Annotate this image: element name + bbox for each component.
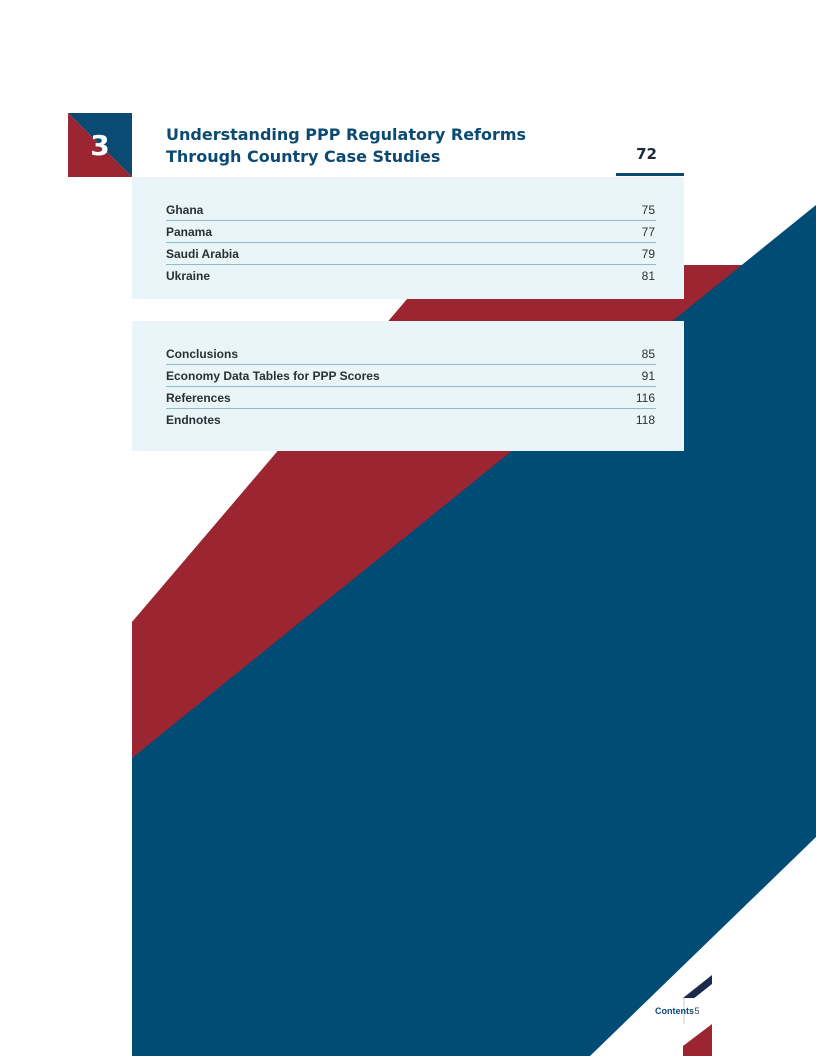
- toc-entry-label: Ukraine: [166, 268, 211, 283]
- toc-row[interactable]: [166, 199, 656, 221]
- toc-entry-label: Conclusions: [166, 346, 239, 361]
- toc-row[interactable]: [166, 265, 656, 286]
- case-studies-panel: [132, 177, 684, 299]
- chapter-page-number[interactable]: 72: [636, 145, 657, 163]
- toc-entry-page: 81: [641, 268, 655, 283]
- toc-entry-page: 79: [641, 246, 655, 261]
- toc-entry-page: 85: [641, 346, 655, 361]
- toc-entry-page: 75: [641, 202, 655, 217]
- chapter-number: 3: [90, 128, 110, 162]
- back-matter-list: [166, 343, 656, 430]
- toc-row[interactable]: [166, 243, 656, 265]
- chapter-page-underline: [616, 173, 684, 176]
- toc-row[interactable]: [166, 387, 656, 409]
- toc-entry-label: Ghana: [166, 202, 204, 217]
- toc-row[interactable]: [166, 221, 656, 243]
- chapter-title-line1: Understanding PPP Regulatory Reforms: [166, 125, 527, 144]
- toc-entry-label: References: [166, 390, 231, 405]
- toc-entry-page: 118: [635, 412, 655, 427]
- toc-entry-label: Endnotes: [166, 412, 221, 427]
- toc-entry-page: 77: [641, 224, 655, 239]
- toc-entry-label: Economy Data Tables for PPP Scores: [166, 368, 380, 383]
- footer-section-label: Contents: [655, 1006, 694, 1016]
- case-studies-list: [166, 199, 656, 286]
- toc-entry-page: 91: [641, 368, 655, 383]
- toc-entry-label: Saudi Arabia: [166, 246, 239, 261]
- toc-entry-label: Panama: [166, 224, 213, 239]
- footer-page-number: 5: [694, 1006, 700, 1016]
- chapter-title[interactable]: [166, 124, 586, 168]
- chapter-number-badge: [68, 113, 132, 177]
- chapter-title-line2: Through Country Case Studies: [166, 147, 441, 166]
- toc-entry-page: 116: [635, 390, 655, 405]
- toc-row[interactable]: [166, 409, 656, 430]
- back-matter-panel: [132, 321, 684, 451]
- page-footer: [620, 975, 716, 1056]
- toc-row[interactable]: [166, 365, 656, 387]
- toc-row[interactable]: [166, 343, 656, 365]
